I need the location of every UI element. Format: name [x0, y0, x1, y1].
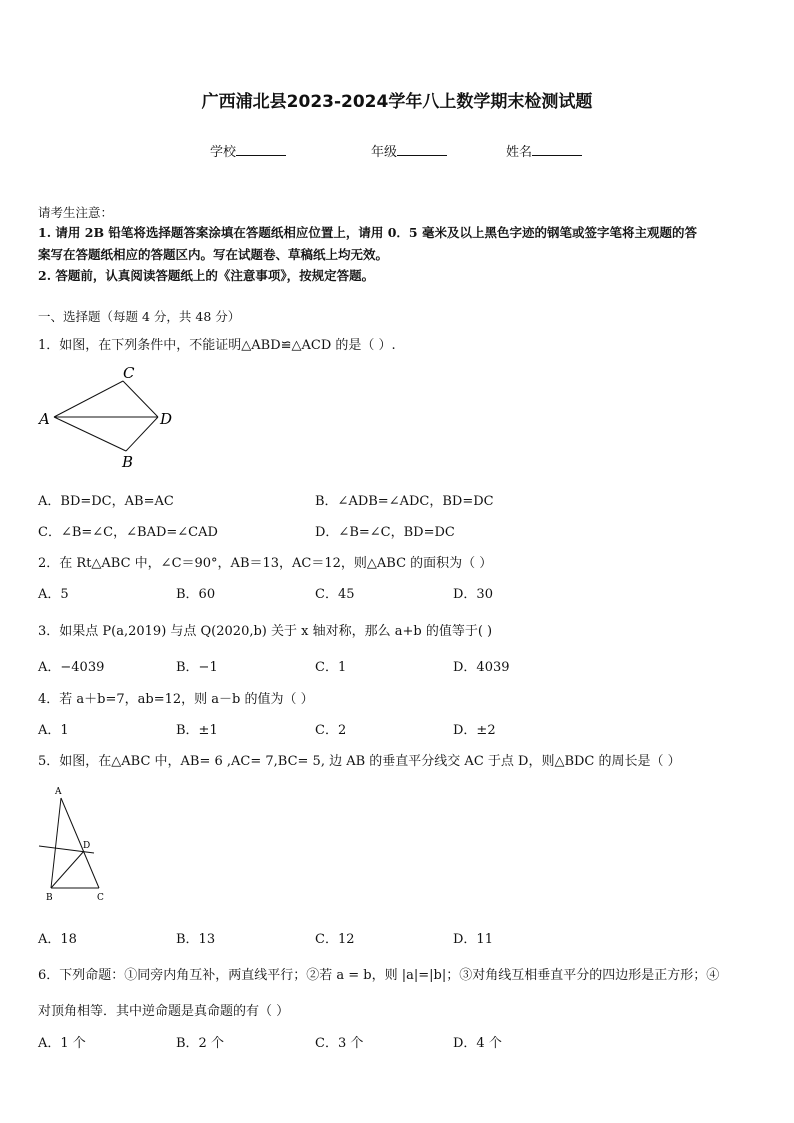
grade-blank [397, 143, 447, 156]
question-3-option-c: C．1 [315, 660, 347, 675]
segment-bd [51, 851, 84, 888]
question-5-stem: 5．如图，在△ABC 中，AB= 6 ,AC= 7,BC= 5, 边 AB 的垂直平分线交 AC 于点 D，则△BDC 的周长是（ ） [38, 754, 681, 769]
question-1-stem: 1．如图，在下列条件中，不能证明△ABD≌△ACD 的是（ ）. [38, 338, 396, 353]
school-blank [236, 143, 286, 156]
question-3-stem: 3．如果点 P(a,2019) 与点 Q(2020,b) 关于 x 轴对称，那么 a+b 的值等于( ) [38, 624, 493, 639]
question-6-option-d: D．4 个 [453, 1036, 502, 1051]
label-d: D [160, 410, 173, 428]
question-2-option-a: A．5 [38, 587, 69, 602]
segment-ab [54, 417, 126, 451]
question-5-option-a: A．18 [38, 932, 77, 947]
question-3-option-a: A．−4039 [38, 660, 105, 675]
label-b: B [122, 453, 134, 471]
notice-item-2: 2. 答题前，认真阅读答题纸上的《注意事项》，按规定答题。 [38, 268, 375, 283]
label-b: B [46, 893, 53, 903]
question-1-figure [36, 360, 186, 472]
name-field [506, 141, 582, 160]
label-a: A [39, 410, 50, 428]
question-2-option-b: B．60 [176, 587, 216, 602]
question-6-option-a: A．1 个 [38, 1036, 86, 1051]
question-4-option-b: B．±1 [176, 723, 218, 738]
grade-label: 年级 [371, 145, 398, 160]
question-4-option-a: A．1 [38, 723, 69, 738]
question-1-option-b: B．∠ADB=∠ADC，BD=DC [315, 494, 494, 509]
segment-bd [126, 417, 158, 451]
name-blank [532, 143, 582, 156]
question-1-option-c: C．∠B=∠C，∠BAD=∠CAD [38, 525, 218, 540]
segment-ac [61, 798, 99, 888]
notice-item-1-line-2: 案写在答题纸相应的答题区内。写在试题卷、草稿纸上均无效。 [38, 247, 389, 262]
question-5-option-b: B．13 [176, 932, 216, 947]
school-field [210, 141, 286, 160]
grade-field [371, 141, 447, 160]
segment-ac [54, 381, 123, 417]
question-1-option-d: D．∠B=∠C，BD=DC [315, 525, 455, 540]
school-label: 学校 [210, 145, 237, 160]
question-2-stem: 2．在 Rt△ABC 中，∠C＝90°，AB＝13，AC＝12，则△ABC 的面积为（ ） [38, 556, 493, 571]
notice-item-1-line-1: 1. 请用 2B 铅笔将选择题答案涂填在答题纸相应位置上，请用 0．5 毫米及以上黑色字迹的钢笔或签字笔将主观题的答 [38, 225, 697, 240]
name-label: 姓名 [506, 145, 533, 160]
question-5-option-c: C．12 [315, 932, 355, 947]
question-2-option-c: C．45 [315, 587, 355, 602]
question-6-option-b: B．2 个 [176, 1036, 224, 1051]
segment-cd [123, 381, 158, 417]
notice-heading: 请考生注意： [38, 205, 114, 220]
question-2-option-d: D．30 [453, 587, 493, 602]
question-4-stem: 4．若 a＋b=7，ab=12，则 a－b 的值为（ ） [38, 692, 314, 707]
question-6-stem-line-2: 对顶角相等．其中逆命题是真命题的有（ ） [38, 1004, 290, 1019]
question-1-option-a: A．BD=DC，AB=AC [38, 494, 174, 509]
label-c: C [97, 893, 104, 903]
section-heading: 一、选择题（每题 4 分，共 48 分） [38, 309, 241, 324]
page-title: 广西浦北县2023-2024学年八上数学期末检测试题 [201, 92, 593, 112]
question-4-option-d: D．±2 [453, 723, 496, 738]
label-d: D [83, 841, 91, 851]
question-5-option-d: D．11 [453, 932, 493, 947]
question-3-option-b: B．−1 [176, 660, 218, 675]
question-6-option-c: C．3 个 [315, 1036, 364, 1051]
segment-ab [51, 798, 61, 888]
question-5-figure [36, 783, 116, 905]
question-4-option-c: C．2 [315, 723, 347, 738]
label-a: A [55, 787, 62, 797]
question-6-stem-line-1: 6．下列命题：①同旁内角互补，两直线平行；②若 a = b，则 |a|=|b|；③对角线互相垂直平分的四边形是正方形；④ [38, 968, 720, 983]
question-3-option-d: D．4039 [453, 660, 510, 675]
label-c: C [123, 364, 135, 382]
